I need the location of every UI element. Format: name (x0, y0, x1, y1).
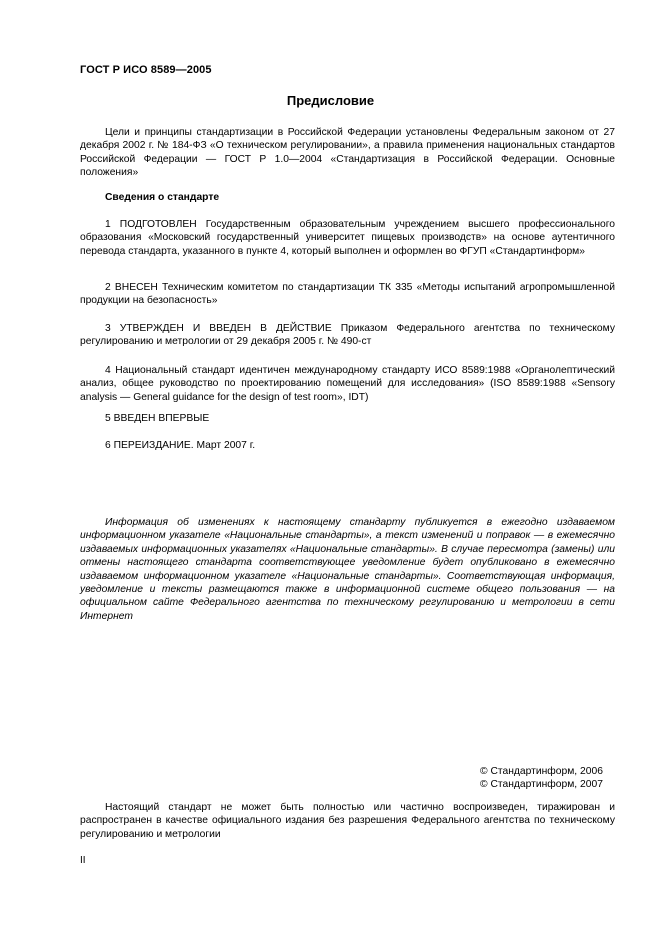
notice-paragraph: Информация об изменениях к настоящему стандарту публикуется в ежегодно издаваемом информационном указателе «Национальные стандарты», а текст изменений и поправок — в ежемесячно издаваемых информационных указателях «Национальные стандарты». В случае пересмотра (замены) или отмены настоящего стандарта соответствующее уведомление будет опубликовано в ежемесячно издаваемом информационном указателе «Национальные стандарты». Соответствующая информация, уведомление и тексты размещаются также в информационной системе общего пользования — на официальном сайте Федерального агентства по техническому регулированию и метрологии в сети Интернет (80, 517, 615, 622)
item-3: 3 УТВЕРЖДЕН И ВВЕДЕН В ДЕЙСТВИЕ Приказом Федерального агентства по техническому регулированию и метрологии от 29 декабря 2005 г. № 490-ст (80, 323, 615, 348)
copyright-line: © Стандартинформ, 2007 (480, 779, 603, 790)
restriction-paragraph: Настоящий стандарт не может быть полностью или частично воспроизведен, тиражирован и распространен в качестве официального издания без разрешения Федерального агентства по техническому регулированию и метрологии (80, 802, 615, 840)
intro-paragraph: Цели и принципы стандартизации в Российской Федерации установлены Федеральным законом от 27 декабря 2002 г. № 184-ФЗ «О техническом регулировании», а правила применения национальных стандартов Российской Федерации — ГОСТ Р 1.0—2004 «Стандартизация в Российской Федерации. Основные положения» (80, 127, 615, 179)
item-4: 4 Национальный стандарт идентичен международному стандарту ИСО 8589:1988 «Органолептический анализ, общее руководство по проектированию помещений для исследования» (ISO 8589:1988 «Sensory analysis — General guidance for the design of test room», IDT) (80, 365, 615, 403)
item-6: 6 ПЕРЕИЗДАНИЕ. Март 2007 г. (105, 440, 256, 451)
item-5: 5 ВВЕДЕН ВПЕРВЫЕ (105, 413, 210, 424)
subheading: Сведения о стандарте (105, 192, 220, 203)
standard-code-header: ГОСТ Р ИСО 8589—2005 (80, 64, 212, 76)
copyright-line: © Стандартинформ, 2006 (480, 766, 603, 777)
page-title: Предисловие (286, 93, 375, 108)
page-number: II (80, 855, 86, 866)
item-2: 2 ВНЕСЕН Техническим комитетом по стандартизации ТК 335 «Методы испытаний агропромышленной продукции на безопасность» (80, 282, 615, 307)
item-1: 1 ПОДГОТОВЛЕН Государственным образовательным учреждением высшего профессионального образования «Московский государственный университет пищевых производств» на основе аутентичного перевода стандарта, указанного в пункте 4, который выполнен и оформлен во ФГУП «Стандартинформ» (80, 219, 615, 257)
